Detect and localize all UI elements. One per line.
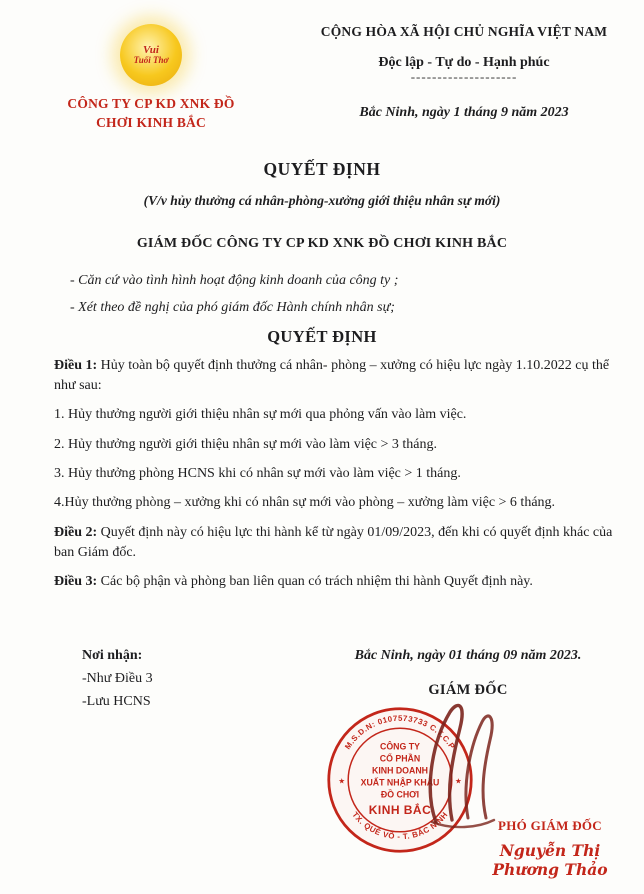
article-2-text: Quyết định này có hiệu lực thi hành kể từ ngày 01/09/2023, đến khi có quyết định khác của ban Giám đốc.	[54, 524, 613, 560]
national-motto: Độc lập - Tự do - Hạnh phúc	[378, 55, 550, 70]
header-national-block	[302, 24, 634, 133]
signature-date-line: Bắc Ninh, ngày 01 tháng 09 năm 2023.	[354, 648, 582, 663]
article-1-item-3: 3. Hủy thưởng phòng HCNS khi có nhân sự mới vào làm việc > 1 tháng.	[54, 465, 461, 481]
recipients-label: Nơi nhận:	[82, 648, 143, 663]
preamble	[70, 273, 620, 316]
article-2	[54, 523, 620, 564]
article-3-label: Điều 3:	[54, 574, 98, 590]
decision-heading: QUYẾT ĐỊNH	[267, 326, 377, 346]
stamp-star-left-icon: ★	[338, 776, 346, 786]
document-header	[0, 0, 644, 133]
recipients-block	[82, 648, 302, 710]
company-logo	[120, 24, 182, 86]
deputy-name: Nguyễn Thị Phương Thảo	[492, 841, 608, 879]
document-title: QUYẾT ĐỊNH	[263, 158, 381, 179]
company-name-line-1: CÔNG TY CP KD XNK ĐỒ	[67, 96, 235, 111]
company-name	[0, 95, 302, 133]
deputy-block	[466, 818, 634, 879]
document-subject: (V/v hủy thưởng cá nhân-phòng-xưởng giới thiệu nhân sự mới)	[143, 192, 501, 208]
stamp-center-line: CÔNG TY	[380, 741, 420, 752]
article-1-text: Hủy toàn bộ quyết định thưởng cá nhân- phòng – xưởng có hiệu lực ngày 1.10.2022 cụ thể như sau:	[54, 357, 610, 394]
document-issuer: GIÁM ĐỐC CÔNG TY CP KD XNK ĐỒ CHƠI KINH BẮC	[136, 235, 508, 251]
preamble-line: - Xét theo đề nghị của phó giám đốc Hành chính nhân sự;	[70, 299, 395, 315]
preamble-line: - Căn cứ vào tình hình hoạt động kinh doanh của công ty ;	[70, 272, 399, 288]
recipient-line: -Như Điều 3	[82, 671, 153, 686]
article-3	[54, 572, 620, 592]
recipient-line: -Lưu HCNS	[82, 694, 151, 709]
stamp-location-text: TX. QUẾ VÕ - T. BẮC NINH	[350, 810, 450, 842]
stamp-center-line: XUẤT NHẬP KHẨU	[360, 777, 440, 788]
signature-block	[310, 648, 626, 699]
stamp-center-line: KINH DOANH	[371, 765, 429, 776]
logo-text-top: Vui	[143, 44, 159, 56]
company-name-line-2: CHƠI KINH BẮC	[96, 114, 206, 130]
article-1-item-1: 1. Hủy thưởng người giới thiệu nhân sự mới qua phỏng vấn vào làm việc.	[54, 407, 467, 423]
header-company-block	[0, 24, 302, 133]
signer-title: GIÁM ĐỐC	[428, 682, 508, 698]
logo-text-bottom: Tuổi Thơ	[133, 55, 169, 66]
article-1-item-2: 2. Hủy thưởng người giới thiệu nhân sự mới vào làm việc > 3 tháng.	[54, 436, 438, 452]
deputy-title: PHÓ GIÁM ĐỐC	[498, 818, 602, 833]
article-2-label: Điều 2:	[54, 524, 98, 540]
stamp-center-line: CỔ PHẦN	[379, 753, 421, 764]
header-date-line: Bắc Ninh, ngày 1 tháng 9 năm 2023	[359, 104, 569, 120]
article-3-text: Các bộ phận và phòng ban liên quan có trách nhiệm thi hành Quyết định này.	[97, 574, 533, 590]
director-signature	[402, 694, 522, 834]
article-1-label: Điều 1:	[54, 357, 98, 373]
stamp-center-line: ĐỒ CHƠI	[380, 789, 420, 800]
stamp-center-line: KINH BẮC	[368, 803, 432, 818]
motto-divider: --------------------	[410, 69, 518, 84]
national-title: CỘNG HÒA XÃ HỘI CHỦ NGHĨA VIỆT NAM	[320, 24, 608, 39]
stamp-registration-text: M.S.D.N: 0107573733 C.T.C.P	[343, 713, 457, 752]
article-1	[54, 356, 620, 397]
stamp-star-right-icon: ★	[454, 776, 462, 786]
article-1-item-4: 4.Hủy thưởng phòng – xưởng khi có nhân sự mới vào phòng – xưởng làm việc > 6 tháng.	[54, 495, 556, 511]
